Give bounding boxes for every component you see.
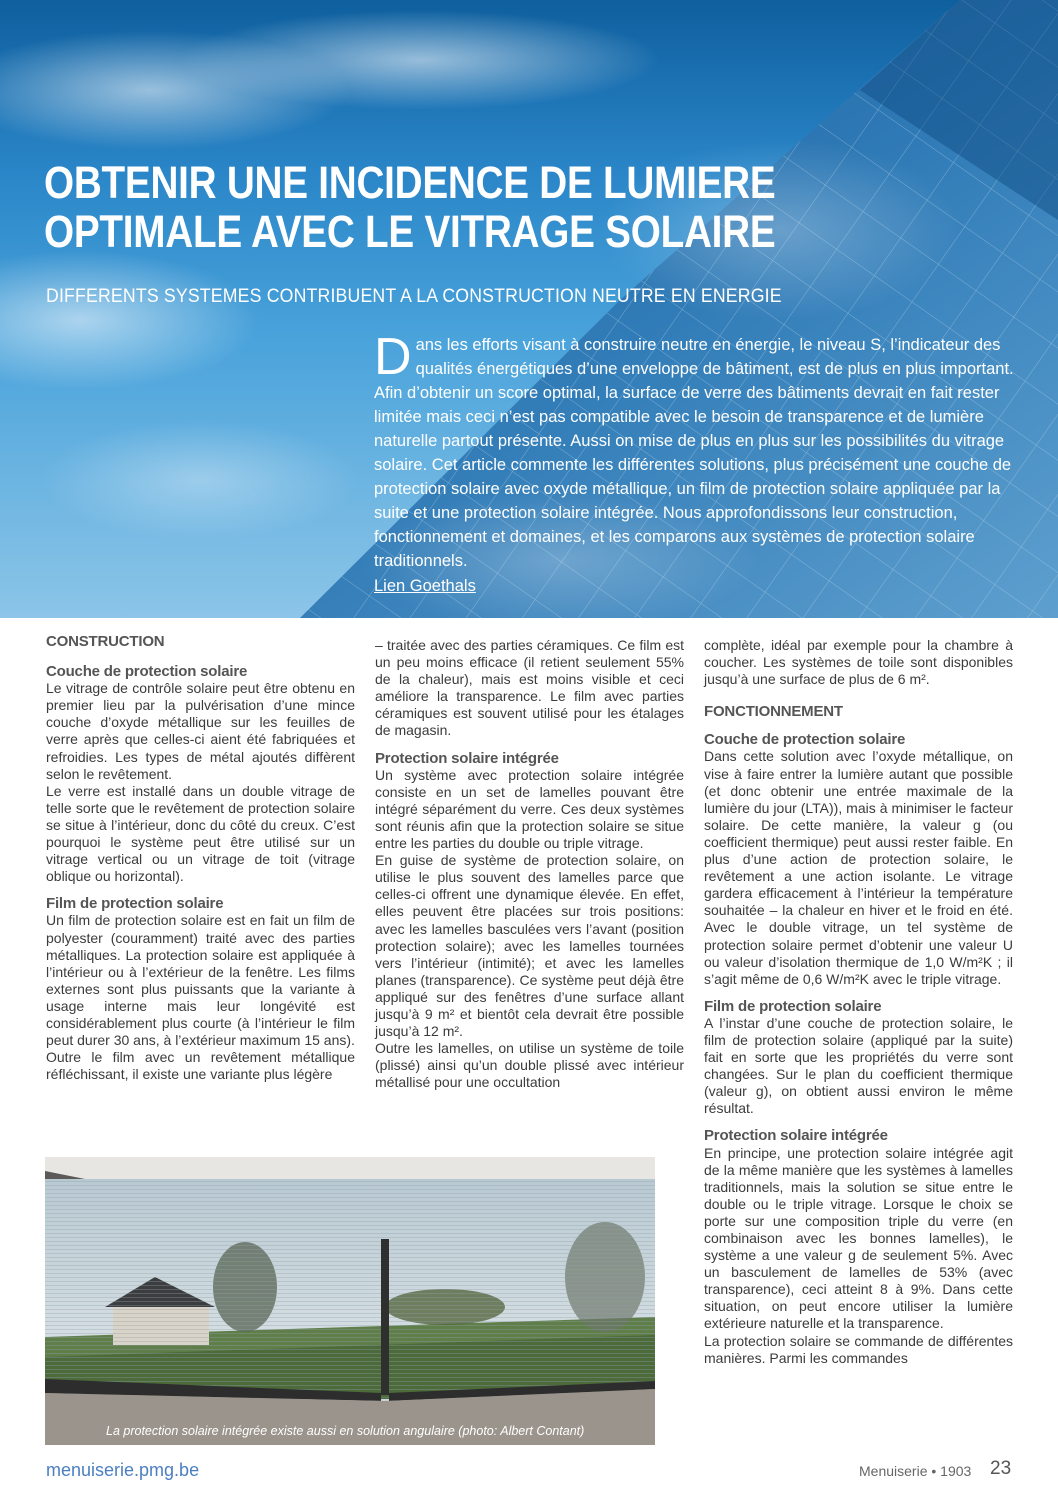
paragraph: Outre le film avec un revêtement métallique réfléchissant, il existe une variante plus légère	[46, 1049, 355, 1083]
paragraph: En principe, une protection solaire intégrée agit de la même manière que les systèmes à lamelles traditionnels, mais la solution se situe entre le double ou le triple vitrage. Lorsque le choix se porte sur une composition triple du verre (en combinaison avec les bonnes lamelles), le système a une valeur g de seulement 5%. Avec un basculement de lamelles de 53% (avec transparence), ceci atteint 8 à 9%. Dans cette situation, on peut encore utiliser la lumière extérieure naturelle et la transparence.	[704, 1144, 1013, 1332]
intro-text: ans les efforts visant à construire neutre en énergie, le niveau S, l’indicateur des qualités énergétiques d’une enveloppe de bâtiment, est de plus en plus important. Afin d’obtenir un score optimal, la surface de verre des bâtiments devrait en fait rester limitée mais ceci n’est pas compatible avec le besoin de transparence et de lumière naturelle partout présente. Aussi on mise de plus en plus sur les possibilités du vitrage solaire. Cet article commente les différentes solutions, plus précisément une couche de protection solaire avec oxyde métallique, un film de protection solaire appliquée par la suite et une protection solaire intégrée. Nous approfondissons leur construction, fonctionnement et domaines, et les comparons aux systèmes de protection solaire traditionnels.	[374, 336, 1014, 570]
interior-photo	[45, 1157, 655, 1445]
hero-banner	[0, 0, 1058, 618]
corner-window-illustration	[45, 1157, 655, 1445]
paragraph: Le vitrage de contrôle solaire peut être obtenu en premier lieu par la pulvérisation d’une mince couche d’oxyde métallique sur les feuilles de verre après que celles-ci aient été fabriquées et refroidies. Les types de métal ajoutés diffèrent selon le revêtement.	[46, 680, 355, 782]
paragraph: La protection solaire se commande de différentes manières. Parmi les commandes	[704, 1332, 1013, 1366]
paragraph: – traitée avec des parties céramiques. Ce film est un peu moins efficace (il retient seulement 55% de la chaleur), mais est moins visible et ceci améliore la transparence. Le film avec parties céramiques est souvent utilisé pour les étalages de magasin.	[375, 637, 684, 739]
section-heading-fonctionnement: FONCTIONNEMENT	[704, 703, 843, 721]
column-2	[375, 637, 684, 1091]
column-3	[704, 637, 1013, 1367]
paragraph: complète, idéal par exemple pour la chambre à coucher. Les systèmes de toile sont disponibles jusqu’à une surface de plus de 6 m².	[704, 637, 1013, 688]
column-1	[46, 633, 355, 1083]
subheading-couche: Couche de protection solaire	[704, 731, 906, 749]
intro-dropcap: D	[374, 328, 412, 386]
paragraph: En guise de système de protection solaire, on utilise le plus souvent des lamelles parce que celles-ci offrent une dynamique élevée. En effet, elles peuvent être placées sur trois positions: avec les lamelles basculées vers l’avant (position protection solaire); avec les lamelles tournées vers l’intérieur (intimité); et avec les lamelles planes (transparence). Ce système peut déjà être appliqué sur des fenêtres d’une surface allant jusqu’à 9 m² et bientôt cela devrait être possible jusqu’à 12 m².	[375, 852, 684, 1040]
magazine-issue: Menuiserie • 1903	[859, 1463, 972, 1479]
paragraph: Un système avec protection solaire intégrée consiste en un set de lamelles pouvant être intégré séparément du verre. Ces deux systèmes sont réunis afin que la protection solaire se situe entre les parties du double ou triple vitrage.	[375, 766, 684, 852]
paragraph: Un film de protection solaire est en fait un film de polyester (couramment) traité avec des parties métalliques. La protection solaire est appliquée à l’intérieur ou à l’extérieur de la fenêtre. Les films externes sont plus puissants que la variante à usage interne mais leur longévité est considérablement plus courte (à l’intérieur le film peut durer 30 ans, à l’extérieur maximum 15 ans).	[46, 912, 355, 1049]
photo-caption: La protection solaire intégrée existe aussi en solution angulaire (photo: Albert Contant)	[106, 1424, 585, 1438]
author-link[interactable]: Lien Goethals	[374, 577, 476, 595]
subheading-film: Film de protection solaire	[704, 997, 882, 1015]
title-line-1: OBTENIR UNE INCIDENCE DE LUMIERE	[44, 157, 776, 208]
subheading-integree: Protection solaire intégrée	[704, 1127, 888, 1145]
page-subtitle: DIFFERENTS SYSTEMES CONTRIBUENT A LA CONSTRUCTION NEUTRE EN ENERGIE	[46, 286, 782, 307]
page-title	[44, 158, 870, 256]
paragraph: Outre les lamelles, on utilise un système de toile (plissé) ainsi qu’un double plissé avec intérieur métallisé pour une occultation	[375, 1040, 684, 1091]
website-link[interactable]: menuiserie.pmg.be	[46, 1460, 200, 1480]
title-line-2: OPTIMALE AVEC LE VITRAGE SOLAIRE	[44, 206, 776, 257]
page-number: 23	[990, 1458, 1012, 1479]
intro-paragraph	[374, 328, 1016, 573]
paragraph: Dans cette solution avec l’oxyde métallique, on vise à faire entrer la lumière autant que possible (et donc obtenir une entrée maximale de la lumière du jour (LTA)), mais à minimiser le facteur solaire. De cette manière, la valeur g (ou coefficient thermique) peut aussi rester faible. En plus d’une action de protection solaire, le revêtement a une action isolante. Le vitrage gardera efficacement à l’intérieur la température souhaitée – la chaleur en hiver et le froid en été. Avec le double vitrage, un tel système de protection solaire permet d’obtenir une valeur U ou valeur d’isolation thermique de 1,0 W/m²K ; il s’agit même de 0,6 W/m²K avec le triple vitrage.	[704, 748, 1013, 987]
subheading-integree: Protection solaire intégrée	[375, 749, 559, 767]
section-heading-construction: CONSTRUCTION	[46, 633, 165, 650]
paragraph: Le verre est installé dans un double vitrage de telle sorte que le revêtement de protection solaire se situe à l’intérieur, donc du côté du creux. C’est pourquoi le système peut être utilisé sur un vitrage vertical ou un vitrage de toit (vitrage oblique ou horizontal).	[46, 782, 355, 885]
subheading-film: Film de protection solaire	[46, 895, 224, 913]
paragraph: A l’instar d’une couche de protection solaire, le film de protection solaire (appliqué par la suite) fait en sorte que les propriétés du verre sont changées. Sur le plan du coefficient thermique (valeur g), on obtient aussi environ le même résultat.	[704, 1014, 1013, 1117]
subheading-couche: Couche de protection solaire	[46, 663, 248, 681]
